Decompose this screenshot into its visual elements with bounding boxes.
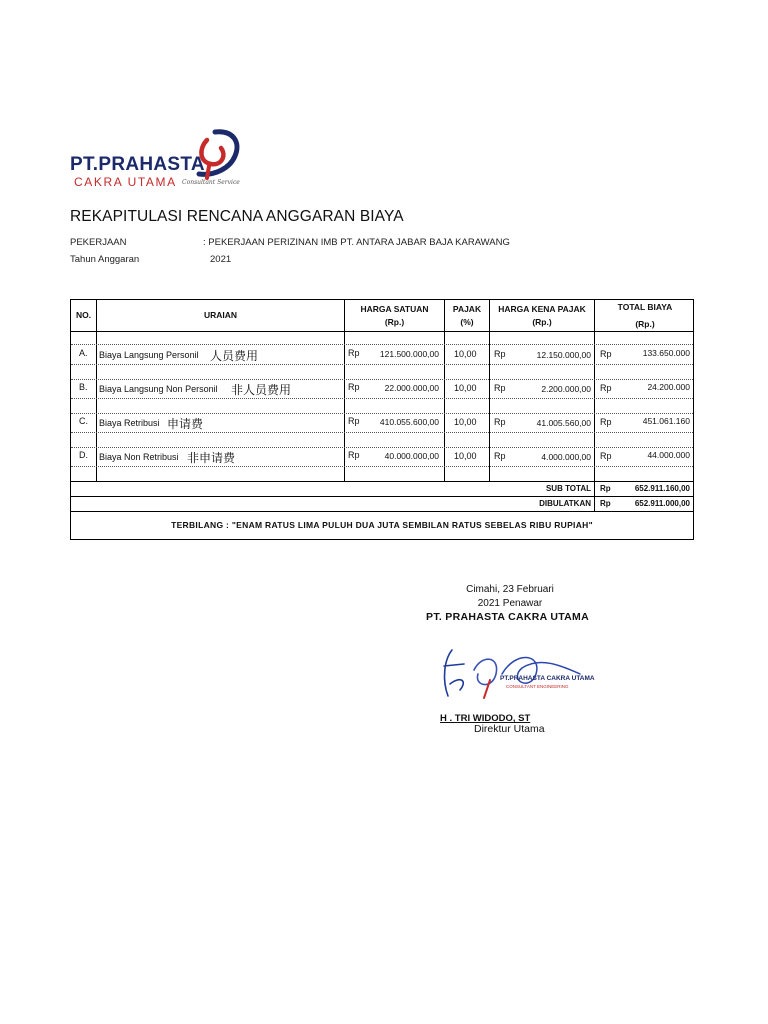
header-uraian: URAIAN xyxy=(203,310,238,320)
dibulatkan-label: DIBULATKAN xyxy=(539,499,591,508)
row-rp: Rp xyxy=(348,348,360,358)
row-total: 24.200.000 xyxy=(647,382,690,392)
pekerjaan-label: PEKERJAAN xyxy=(70,237,127,248)
row-desc: Biaya Langsung Non Personil xyxy=(99,384,218,394)
logo-company-name: PT.PRAHASTA xyxy=(70,154,205,175)
row-desc-cjk: 人员费用 xyxy=(210,349,259,363)
row-rp: Rp xyxy=(494,383,506,393)
signatory-name: H . TRI WIDODO, ST xyxy=(440,713,531,724)
header-total-biaya: TOTAL BIAYA xyxy=(617,302,673,312)
row-desc-cjk: 非人员费用 xyxy=(231,383,292,397)
row-rp: Rp xyxy=(600,417,612,427)
subtotal-value: 652.911.160,00 xyxy=(634,484,690,493)
subtotal-rp: Rp xyxy=(600,484,611,493)
row-total: 451.061.160 xyxy=(642,416,690,426)
row-no: C. xyxy=(79,416,88,426)
header-harga-satuan-unit: (Rp.) xyxy=(384,317,405,327)
row-desc-cjk: 非申请费 xyxy=(187,451,236,465)
row-harga-satuan: 40.000.000,00 xyxy=(384,451,439,461)
stamp-line1: PT.PRAHASTA CAKRA UTAMA xyxy=(500,675,595,682)
row-total: 44.000.000 xyxy=(647,450,690,460)
row-harga-satuan: 121.500.000,00 xyxy=(379,349,439,359)
pekerjaan-value: : PEKERJAAN PERIZINAN IMB PT. ANTARA JABAR BAJA KARAWANG xyxy=(203,237,510,248)
row-harga-kena-pajak: 12.150.000,00 xyxy=(536,350,591,360)
row-rp: Rp xyxy=(494,349,506,359)
budget-table xyxy=(70,299,694,540)
row-harga-kena-pajak: 4.000.000,00 xyxy=(541,452,591,462)
row-pajak: 10,00 xyxy=(454,451,477,461)
row-desc: Biaya Langsung Personil xyxy=(99,350,199,360)
row-rp: Rp xyxy=(600,451,612,461)
row-rp: Rp xyxy=(600,383,612,393)
row-harga-kena-pajak: 41.005.560,00 xyxy=(536,418,591,428)
header-harga-kena-pajak: HARGA KENA PAJAK xyxy=(498,304,586,314)
row-rp: Rp xyxy=(348,382,360,392)
document-title: REKAPITULASI RENCANA ANGGARAN BIAYA xyxy=(70,208,404,225)
row-pajak: 10,00 xyxy=(454,383,477,393)
stamp-line2: CONSULTANT ENGINEERING xyxy=(506,684,569,689)
place-date: Cimahi, 23 Februari xyxy=(466,584,554,595)
row-rp: Rp xyxy=(348,416,360,426)
row-desc: Biaya Retribusi xyxy=(99,418,160,428)
row-total: 133.650.000 xyxy=(642,348,690,358)
header-pajak: PAJAK xyxy=(452,304,482,314)
header-harga-kena-pajak-unit: (Rp.) xyxy=(532,317,552,327)
header-pajak-unit: (%) xyxy=(460,317,474,327)
row-harga-kena-pajak: 2.200.000,00 xyxy=(541,384,591,394)
logo-company-subname: CAKRA UTAMA xyxy=(74,175,177,189)
terbilang-text: TERBILANG : "ENAM RATUS LIMA PULUH DUA JUTA SEMBILAN RATUS SEBELAS RIBU RUPIAH" xyxy=(171,520,593,530)
header-total-biaya-unit: (Rp.) xyxy=(635,319,655,329)
signature-scribble-icon xyxy=(430,640,600,706)
row-rp: Rp xyxy=(494,417,506,427)
company-logo xyxy=(70,120,260,190)
tahun-label: Tahun Anggaran xyxy=(70,254,140,265)
header-no: NO. xyxy=(75,310,92,320)
header-harga-satuan: HARGA SATUAN xyxy=(360,304,429,314)
signature-company: PT. PRAHASTA CAKRA UTAMA xyxy=(426,611,589,623)
offer-year: 2021 Penawar xyxy=(477,598,543,609)
tahun-value: 2021 xyxy=(210,254,232,265)
row-rp: Rp xyxy=(348,450,360,460)
row-no: A. xyxy=(79,348,88,358)
row-no: B. xyxy=(79,382,88,392)
row-no: D. xyxy=(79,450,88,460)
row-pajak: 10,00 xyxy=(454,349,477,359)
logo-tagline: Consultant Service xyxy=(182,179,240,186)
row-rp: Rp xyxy=(600,349,612,359)
company-stamp xyxy=(430,640,600,706)
subtotal-label: SUB TOTAL xyxy=(545,484,591,493)
row-pajak: 10,00 xyxy=(454,417,477,427)
row-rp: Rp xyxy=(494,451,506,461)
dibulatkan-value: 652.911.000,00 xyxy=(634,499,690,508)
row-harga-satuan: 410.055.600,00 xyxy=(379,417,439,427)
signatory-position: Direktur Utama xyxy=(474,723,545,735)
row-desc-cjk: 申请费 xyxy=(167,417,204,431)
row-desc: Biaya Non Retribusi xyxy=(99,452,179,462)
row-harga-satuan: 22.000.000,00 xyxy=(384,383,439,393)
dibulatkan-rp: Rp xyxy=(600,499,611,508)
